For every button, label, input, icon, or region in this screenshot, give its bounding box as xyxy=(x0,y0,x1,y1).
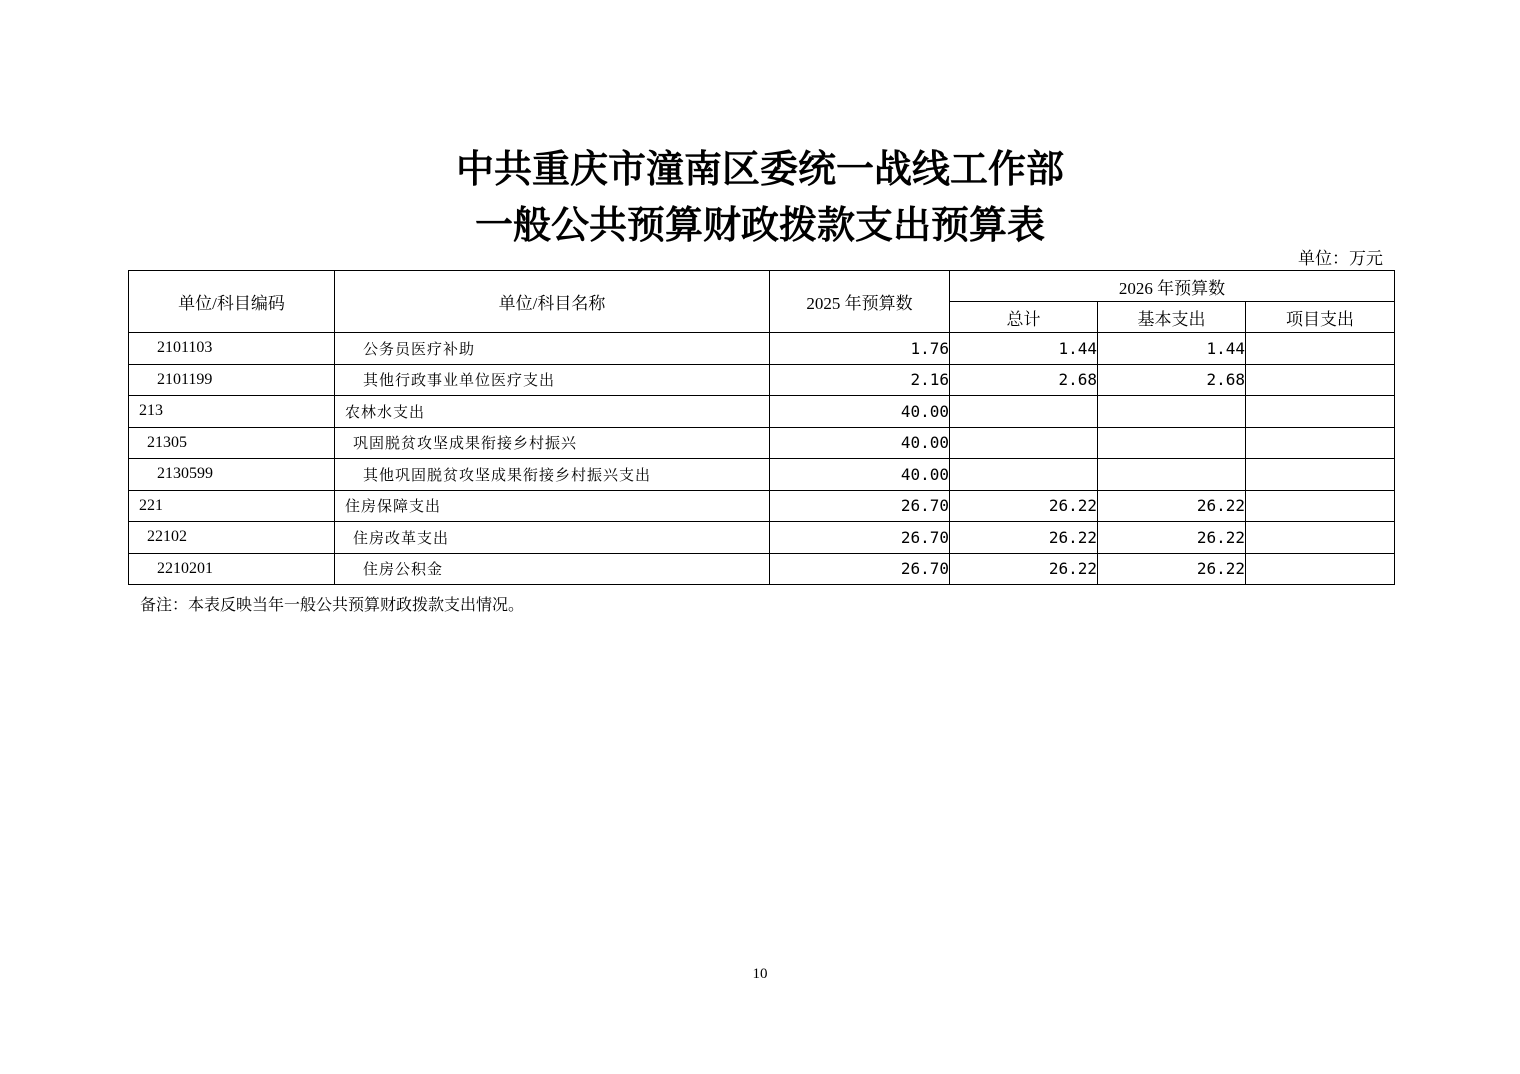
row-code: 2130599 xyxy=(129,459,335,491)
row-code: 2101199 xyxy=(129,364,335,396)
header-basic: 基本支出 xyxy=(1098,302,1246,333)
row-total: 26.22 xyxy=(950,490,1098,522)
row-total xyxy=(950,396,1098,428)
row-basic xyxy=(1098,396,1246,428)
row-basic: 26.22 xyxy=(1098,490,1246,522)
table-row xyxy=(129,364,1395,396)
row-basic xyxy=(1098,459,1246,491)
row-project xyxy=(1246,553,1395,585)
row-project xyxy=(1246,490,1395,522)
table-row xyxy=(129,427,1395,459)
row-name: 其他巩固脱贫攻坚成果衔接乡村振兴支出 xyxy=(335,459,770,491)
header-project: 项目支出 xyxy=(1246,302,1395,333)
table-row xyxy=(129,553,1395,585)
row-name: 住房保障支出 xyxy=(335,490,770,522)
row-basic: 26.22 xyxy=(1098,522,1246,554)
row-project xyxy=(1246,522,1395,554)
table-row xyxy=(129,333,1395,365)
header-name: 单位/科目名称 xyxy=(335,271,770,333)
row-budget-2025: 40.00 xyxy=(770,396,950,428)
row-basic: 1.44 xyxy=(1098,333,1246,365)
budget-table xyxy=(128,270,1395,585)
row-budget-2025: 40.00 xyxy=(770,427,950,459)
table-row xyxy=(129,396,1395,428)
row-total: 1.44 xyxy=(950,333,1098,365)
header-code: 单位/科目编码 xyxy=(129,271,335,333)
row-total: 2.68 xyxy=(950,364,1098,396)
page-title-line-2: 一般公共预算财政拨款支出预算表 xyxy=(474,202,1045,247)
table-note: 备注：本表反映当年一般公共预算财政拨款支出情况。 xyxy=(140,595,525,614)
row-budget-2025: 2.16 xyxy=(770,364,950,396)
table-row xyxy=(129,490,1395,522)
row-name: 住房改革支出 xyxy=(335,522,770,554)
row-budget-2025: 1.76 xyxy=(770,333,950,365)
row-name: 农林水支出 xyxy=(335,396,770,428)
row-total: 26.22 xyxy=(950,553,1098,585)
row-code: 22102 xyxy=(129,522,335,554)
row-budget-2025: 40.00 xyxy=(770,459,950,491)
table-row xyxy=(129,459,1395,491)
row-project xyxy=(1246,364,1395,396)
row-project xyxy=(1246,427,1395,459)
header-budget-2026: 2026 年预算数 xyxy=(950,271,1395,302)
header-budget-2025: 2025 年预算数 xyxy=(770,271,950,333)
row-project xyxy=(1246,396,1395,428)
row-name: 巩固脱贫攻坚成果衔接乡村振兴 xyxy=(335,427,770,459)
table-row xyxy=(129,522,1395,554)
row-budget-2025: 26.70 xyxy=(770,490,950,522)
row-total xyxy=(950,459,1098,491)
row-basic xyxy=(1098,427,1246,459)
row-code: 21305 xyxy=(129,427,335,459)
row-code: 221 xyxy=(129,490,335,522)
row-total: 26.22 xyxy=(950,522,1098,554)
page-number: 10 xyxy=(752,966,768,982)
header-total: 总计 xyxy=(950,302,1098,333)
row-basic: 2.68 xyxy=(1098,364,1246,396)
row-project xyxy=(1246,459,1395,491)
row-budget-2025: 26.70 xyxy=(770,553,950,585)
row-name: 其他行政事业单位医疗支出 xyxy=(335,364,770,396)
row-name: 公务员医疗补助 xyxy=(335,333,770,365)
row-basic: 26.22 xyxy=(1098,553,1246,585)
row-project xyxy=(1246,333,1395,365)
unit-label: 单位：万元 xyxy=(1298,249,1383,269)
row-total xyxy=(950,427,1098,459)
row-code: 2210201 xyxy=(129,553,335,585)
row-code: 2101103 xyxy=(129,333,335,365)
row-budget-2025: 26.70 xyxy=(770,522,950,554)
row-code: 213 xyxy=(129,396,335,428)
row-name: 住房公积金 xyxy=(335,553,770,585)
page-title-line-1: 中共重庆市潼南区委统一战线工作部 xyxy=(455,146,1064,191)
